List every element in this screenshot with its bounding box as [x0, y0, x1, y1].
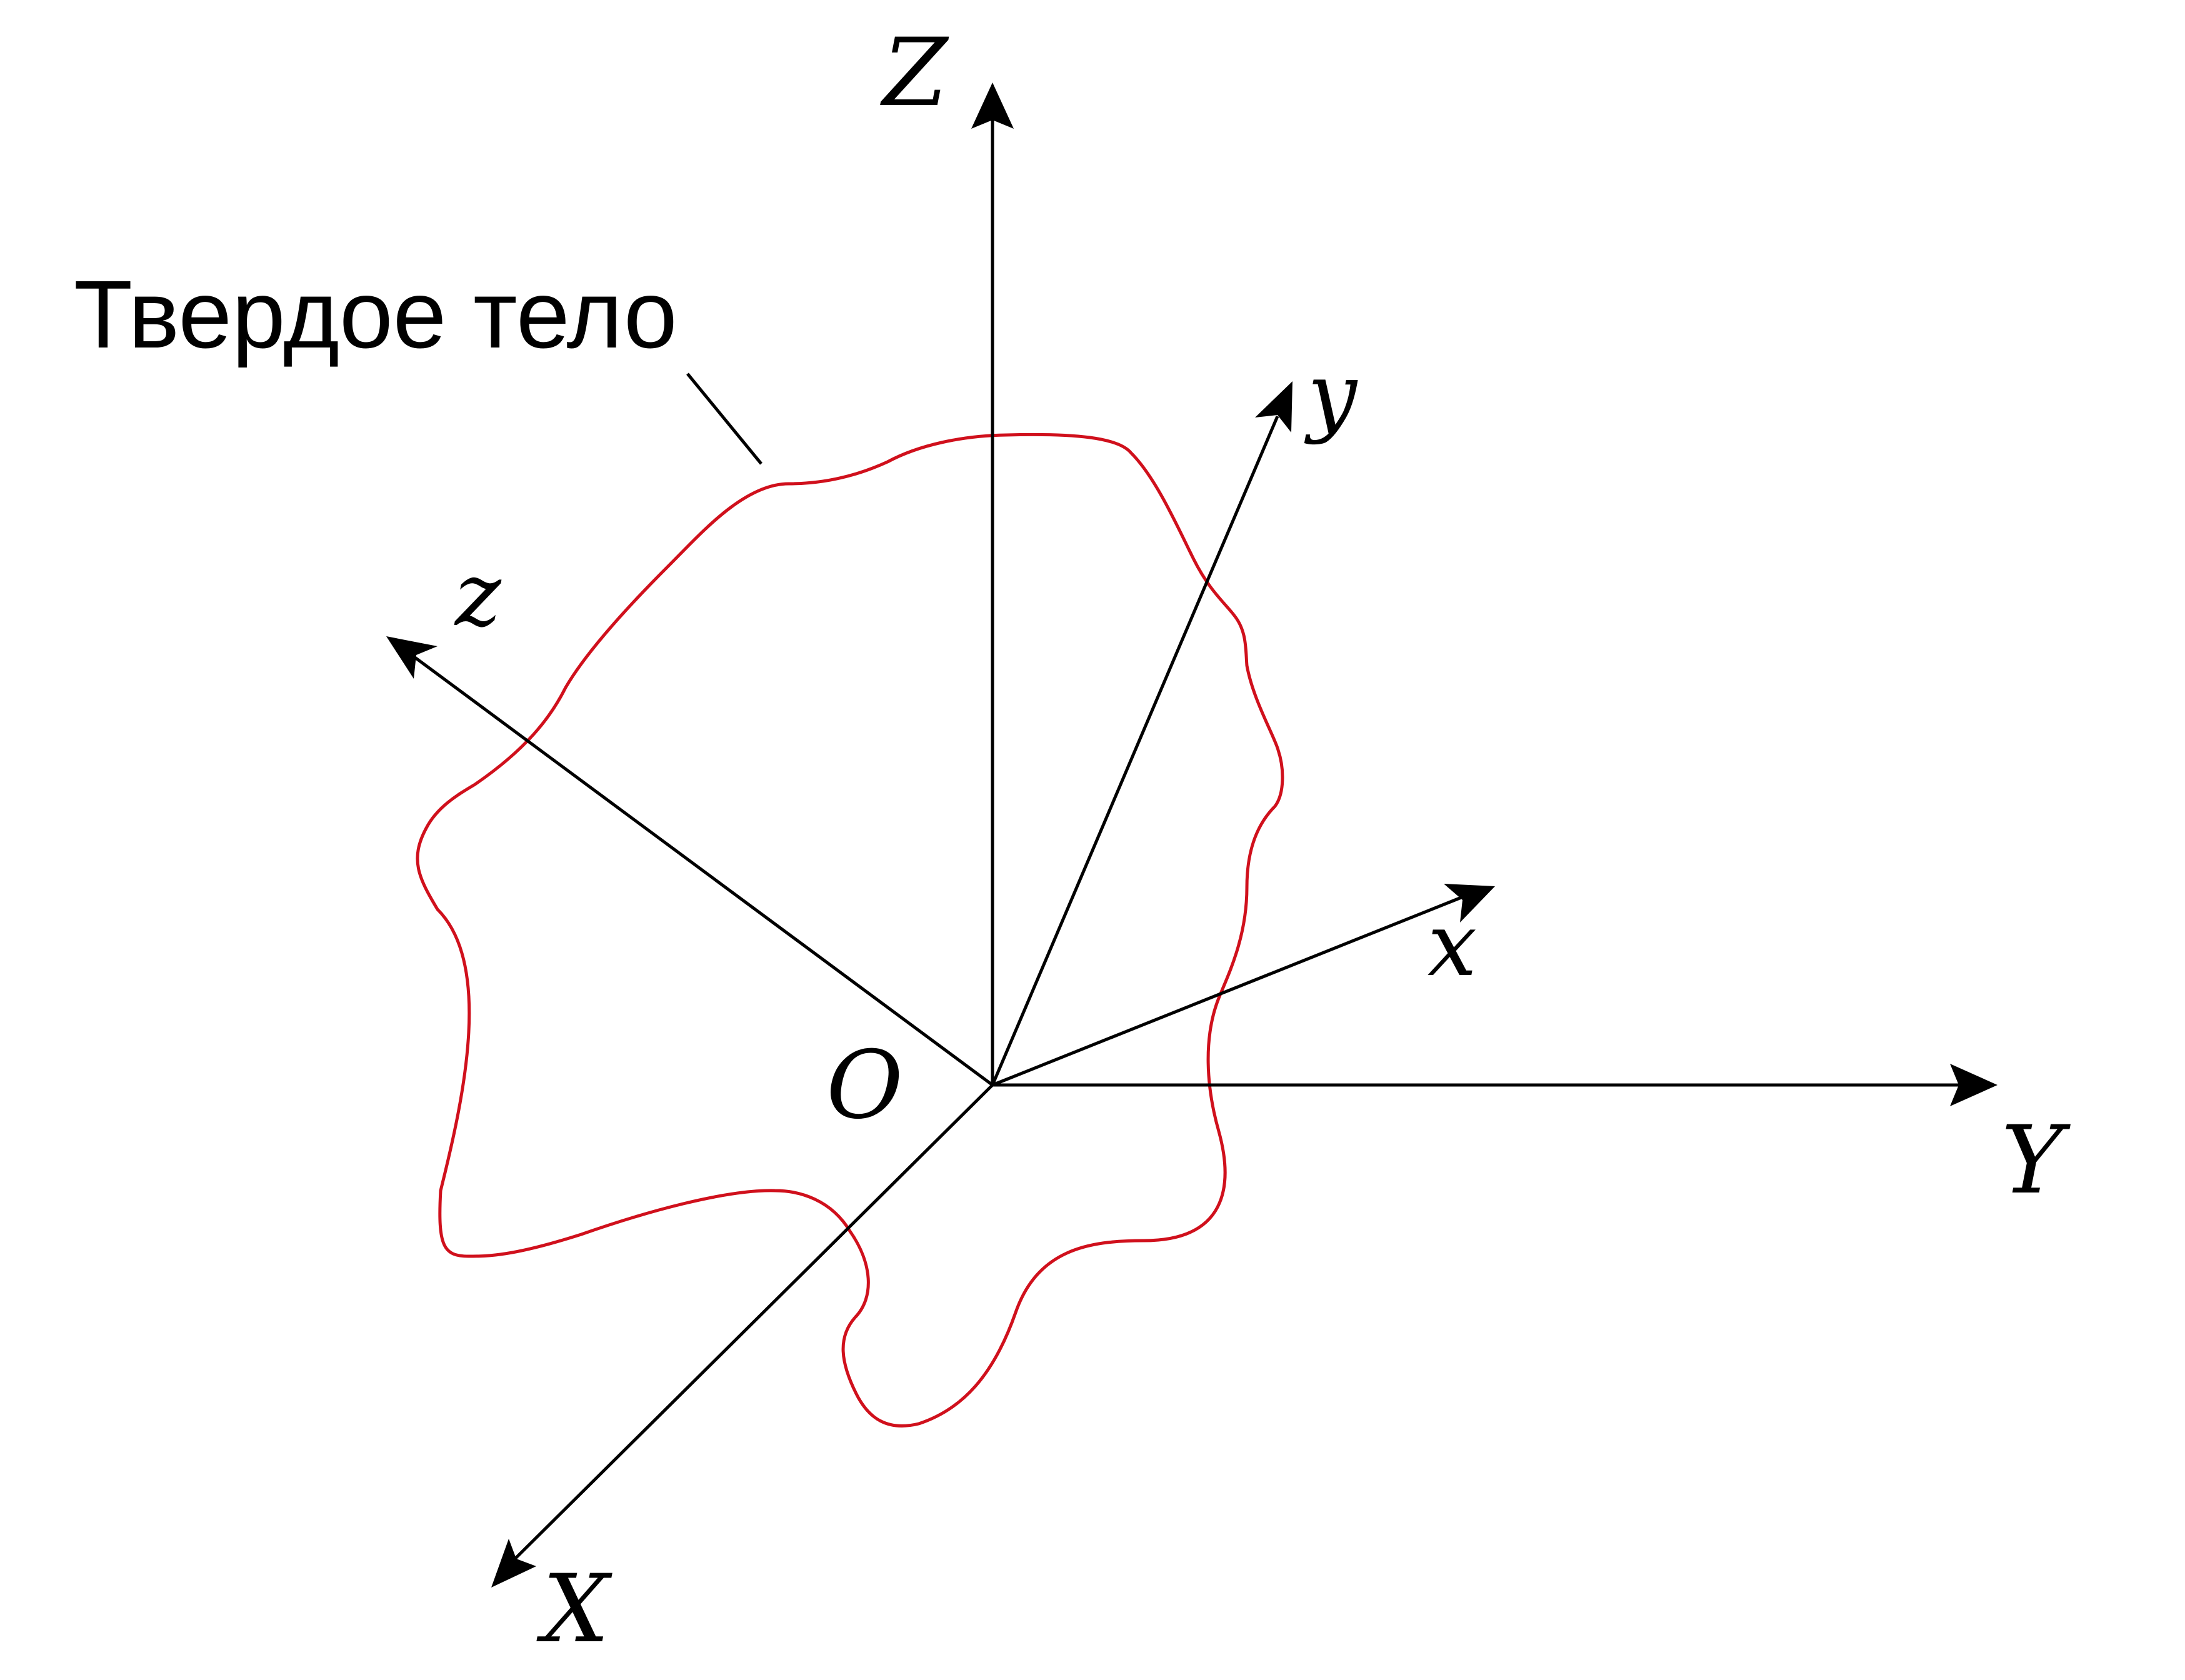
- axis-z-body: [386, 636, 992, 1085]
- label-origin: O: [826, 1031, 903, 1140]
- label-X: X: [542, 1555, 609, 1664]
- label-leader-line: [688, 374, 761, 464]
- label-x-body: x: [1428, 894, 1477, 996]
- axis-Y: [992, 1064, 1998, 1106]
- rigid-body-label: Твердое тело: [74, 261, 678, 368]
- axis-y-body: [992, 381, 1292, 1085]
- label-Z: Z: [882, 19, 948, 128]
- label-Y: Y: [2001, 1106, 2064, 1215]
- axis-Z: [971, 82, 1014, 1085]
- rigid-body-outline: [418, 434, 1282, 1426]
- label-y-body: y: [1308, 344, 1358, 446]
- axis-X: [491, 1085, 992, 1588]
- label-z-body: z: [455, 544, 501, 646]
